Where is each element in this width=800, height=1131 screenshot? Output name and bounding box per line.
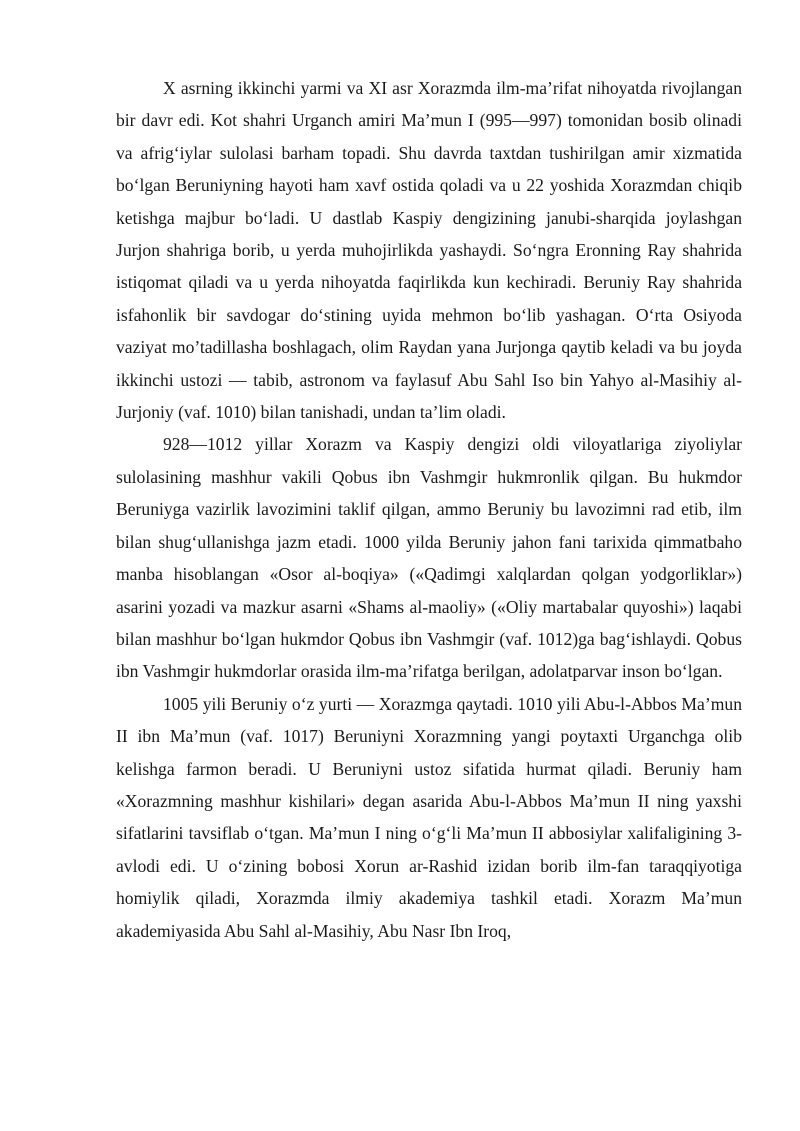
paragraph-3: 1005 yili Beruniy o‘z yurti — Xorazmga qaytadi. 1010 yili Abu-l-Abbos Ma’mun II ibn Ma’mun (vaf. 1017) Beruniyni Xorazmning yangi poytaxti Urganchga olib kelishga farmon beradi. U Beruniyni ustoz sifatida hurmat qiladi. Beruniy ham «Xorazmning mashhur kishilari» degan asarida Abu-l-Abbos Ma’mun II ning yaxshi sifatlarini tavsiflab o‘tgan. Ma’mun I ning o‘g‘li Ma’mun II abbosiylar xalifaligining 3-avlodi edi. U o‘zining bobosi Xorun ar-Rashid izidan borib ilm-fan taraqqiyotiga homiylik qiladi, Xorazmda ilmiy akademiya tashkil etadi. Xorazm Ma’mun akademiyasida Abu Sahl al-Masihiy, Abu Nasr Ibn Iroq,	[116, 693, 742, 941]
body-text	[116, 72, 742, 947]
paragraph-2: 928—1012 yillar Xorazm va Kaspiy dengizi oldi viloyatlariga ziyoliylar sulolasining mashhur vakili Qobus ibn Vashmgir hukmronlik qilgan. Bu hukmdor Beruniyga vazirlik lavozimini taklif qilgan, ammo Beruniy bu lavozimni rad etib, ilm bilan shug‘ullanishga jazm etadi. 1000 yilda Beruniy jahon fani tarixida qimmatbaho manba hisoblangan «Osor al-boqiya» («Qadimgi xalqlardan qolgan yodgorliklar») asarini yozadi va mazkur asarni «Shams al-maoliy» («Oliy martabalar quyoshi») laqabi bilan mashhur bo‘lgan hukmdor Qobus ibn Vashmgir (vaf. 1012)ga bag‘ishlaydi. Qobus ibn Vashmgir hukmdorlar orasida ilm-ma’rifatga berilgan, adolatparvar inson bo‘lgan.	[116, 434, 742, 682]
paragraph-1: X asrning ikkinchi yarmi va XI asr Xorazmda ilm-ma’rifat nihoyatda rivojlangan bir davr edi. Kot shahri Urganch amiri Ma’mun I (995—997) tomonidan bosib olinadi va afrig‘iylar sulolasi barham topadi. Shu davrda taxtdan tushirilgan amir xizmatida bo‘lgan Beruniyning hayoti ham xavf ostida qoladi va u 22 yoshida Xorazmdan chiqib ketishga majbur bo‘ladi. U dastlab Kaspiy dengizining janubi-sharqida joylashgan Jurjon shahriga borib, u yerda muhojirlikda yashaydi. So‘ngra Eronning Ray shahrida istiqomat qiladi va u yerda nihoyatda faqirlikda kun kechiradi. Beruniy Ray shahrida isfahonlik bir savdogar do‘stining uyida mehmon bo‘lib yashagan. O‘rta Osiyoda vaziyat mo’tadillasha boshlagach, olim Raydan yana Jurjonga qaytib keladi va bu joyda ikkinchi ustozi — tabib, astronom va faylasuf Abu Sahl Iso bin Yahyo al-Masihiy al-Jurjoniy (vaf. 1010) bilan tanishadi, undan ta’lim oladi.	[116, 78, 742, 423]
